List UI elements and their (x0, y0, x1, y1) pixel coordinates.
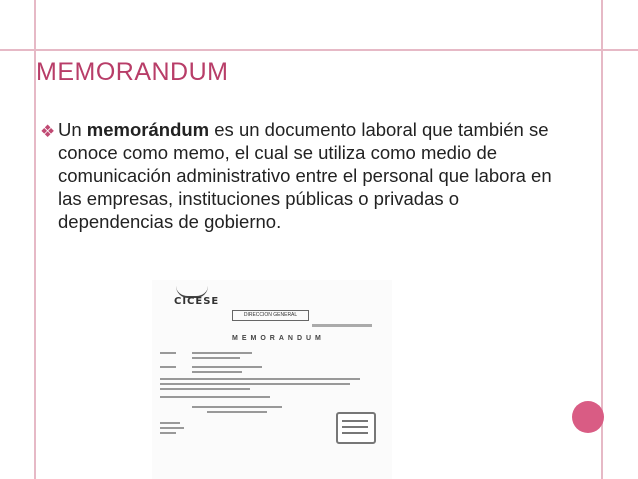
memo-text-line (160, 378, 360, 380)
diamond-bullet-icon: ❖ (40, 122, 56, 141)
memo-text-line (160, 383, 350, 385)
memo-text-line (160, 396, 270, 398)
memo-text-line (207, 411, 267, 413)
accent-circle (572, 401, 604, 433)
bullet-intro: Un (58, 119, 87, 140)
memo-stamp-icon (336, 412, 376, 444)
memo-text-line (192, 406, 282, 408)
memo-header-box: DIRECCION GENERAL (232, 310, 309, 321)
memo-text-line (160, 427, 184, 429)
memo-heading: MEMORANDUM (232, 335, 325, 342)
memo-text-line (192, 371, 242, 373)
memo-text-line (160, 352, 176, 354)
stamp-line (342, 426, 368, 428)
slide-title: MEMORANDUM (36, 58, 229, 86)
memo-text-line (192, 366, 262, 368)
bullet-text (58, 118, 560, 233)
title-divider (0, 49, 638, 51)
bullet-bold-term: memorándum (86, 119, 210, 140)
memo-text-line (160, 422, 180, 424)
memo-text-line (192, 352, 252, 354)
stamp-line (342, 432, 368, 434)
bullet-item (40, 118, 560, 233)
memo-text-line (192, 357, 240, 359)
stamp-line (342, 420, 368, 422)
memo-logo-text: CICESE (174, 296, 220, 307)
memo-text-line (160, 432, 176, 434)
memo-document-image (152, 280, 392, 479)
memo-text-line (160, 366, 176, 368)
memo-date-line (312, 324, 372, 327)
memo-text-line (160, 388, 250, 390)
bullet-rest: es un documento laboral que también se conoce como memo, el cual se utiliza como medio de comunicación administrativo entre el personal que labora en las empresas, instituciones públicas o privadas o dependencias de gobierno. (58, 119, 552, 232)
